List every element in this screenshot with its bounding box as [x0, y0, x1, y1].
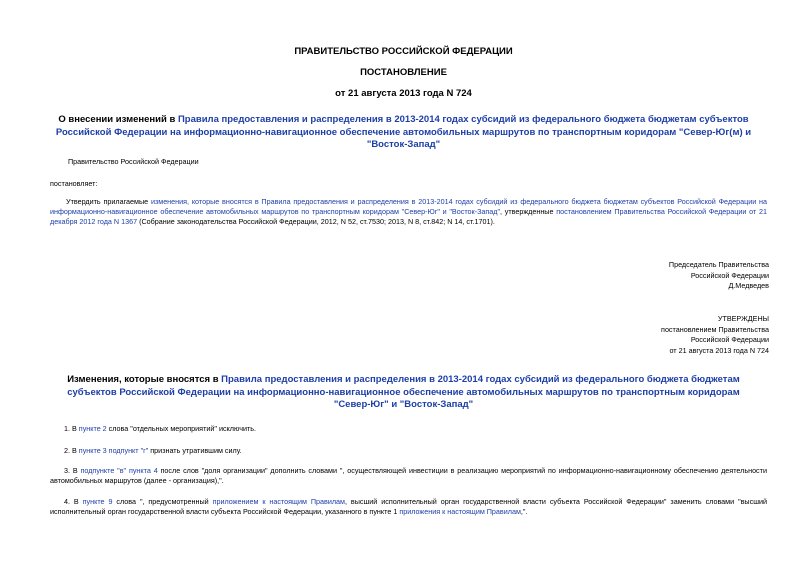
government-heading: ПРАВИТЕЛЬСТВО РОССИЙСКОЙ ФЕДЕРАЦИИ: [294, 46, 513, 57]
change-item-3: [50, 466, 767, 486]
approved-heading: УТВЕРЖДЕНЫ: [717, 314, 769, 323]
approved-block: [661, 314, 769, 356]
signature-name: Д.Медведев: [728, 281, 769, 290]
item4-text-1: 4. В: [64, 497, 83, 506]
change-item-4: [50, 497, 767, 517]
approve-text-1: Утвердить прилагаемые: [66, 197, 151, 206]
document-title: [45, 114, 762, 152]
item4-text-2: слова ", предусмотренный: [112, 497, 213, 506]
title-prefix: О внесении изменений в: [58, 114, 178, 125]
approve-text-3: (Собрание законодательства Российской Федерации, 2012, N 52, ст.7530; 2013, N 8, ст.842; N 14, ст.1701).: [137, 217, 495, 226]
signature-block: [669, 260, 769, 292]
changes-link[interactable]: изменения, которые вносятся в Правила предоставления и распределения в 2013-2014 годах субсидий из федерального бюджета бюджетам субъектов Российской Федерации на информационно-навигационное обеспечение автомобильных маршрутов по транспортным коридорам "Север-Юг" и "Восток-Запад": [50, 197, 767, 216]
item1-text-2: слова "отдельных мероприятий" исключить.: [106, 424, 256, 433]
item1-link[interactable]: пункте 2: [78, 424, 107, 433]
preamble-government: Правительство Российской Федерации: [68, 157, 199, 166]
approved-by: постановлением Правительства: [661, 324, 769, 334]
changes-title-prefix: Изменения, которые вносятся в: [67, 374, 222, 385]
document-date-heading: от 21 августа 2013 года N 724: [335, 88, 472, 99]
item4-link-2[interactable]: приложением к настоящим Правилам: [212, 497, 345, 506]
item3-link[interactable]: подпункте "в" пункта 4: [80, 466, 158, 475]
item4-text-3: , высший исполнительный орган государственной власти субъекта Российской Федерации" заменить словами "высший исполнительный орган государственной власти субъекта Российской Федерации, указанного в пункте 1: [50, 497, 767, 516]
item2-link[interactable]: пункте 3 подпункт "г": [78, 446, 149, 455]
changes-rules-link[interactable]: Правила предоставления и распределения в 2013-2014 годах субсидий из федерального бюджета бюджетам субъектов Российской Федерации на информационно-навигационное обеспечение автомобильных маршрутов по транспортным коридорам "Север-Юг" и "Восток-Запад": [67, 374, 740, 410]
item3-text-1: 3. В: [64, 466, 81, 475]
change-item-2: [64, 446, 242, 456]
change-item-1: [64, 424, 256, 434]
item4-link-3[interactable]: приложения к настоящим Правилам: [399, 507, 521, 516]
signature-position: Председатель Правительства: [668, 260, 769, 269]
signature-country: Российской Федерации: [690, 270, 769, 280]
item1-text-1: 1. В: [64, 424, 79, 433]
preamble-decides: постановляет:: [50, 179, 98, 188]
resolution-1367-link[interactable]: постановлением Правительства Российской Федерации от 21 декабря 2012 года N 1367: [50, 207, 767, 226]
document-type-heading: ПОСТАНОВЛЕНИЕ: [360, 67, 447, 78]
approved-date: от 21 августа 2013 года N 724: [669, 345, 769, 355]
item4-link-1[interactable]: пункте 9: [82, 497, 113, 506]
item2-text-1: 2. В: [64, 446, 79, 455]
item3-text-2: после слов "доля организации" дополнить словами ", осуществляющей инвестиции в реализацию мероприятий по информационно-навигационному обеспечению деятельности автомобильных маршрутов (далее - организация),".: [50, 466, 767, 485]
item2-text-2: признать утратившим силу.: [148, 446, 242, 455]
approve-paragraph: [50, 197, 767, 227]
approved-country: Российской Федерации: [690, 335, 769, 344]
item4-text-4: ,".: [520, 507, 528, 516]
rules-link[interactable]: Правила предоставления и распределения в 2013-2014 годах субсидий из федерального бюджета бюджетам субъектов Российской Федерации на информационно-навигационное обеспечение автомобильных маршрутов по транспортным коридорам "Север-Юг(м) и "Восток-Запад": [55, 114, 752, 150]
changes-title: [50, 374, 757, 412]
approve-text-2: , утвержденные: [500, 207, 557, 216]
